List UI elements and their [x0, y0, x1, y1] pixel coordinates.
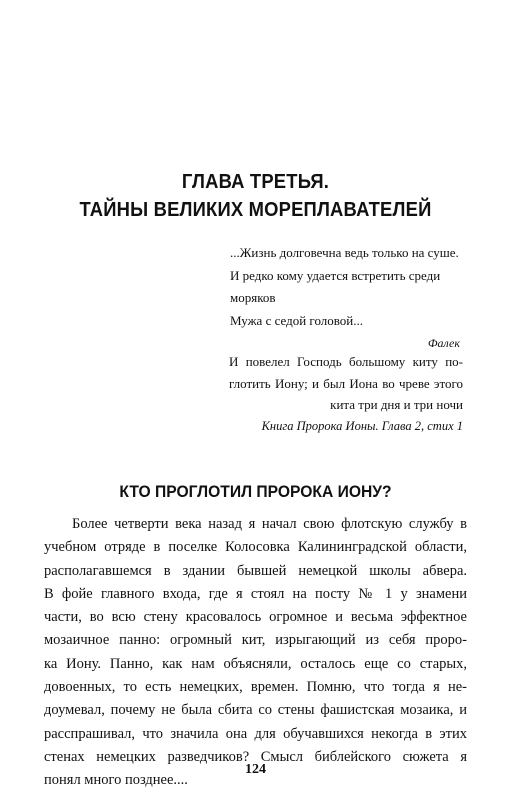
epigraph2-line1: И повелел Господь большому киту по- — [229, 354, 463, 369]
body-line: ка Иону. Панно, как нам объясняли, осталось еще со старых, — [44, 655, 467, 672]
body-line: мозаичное панно: огромный кит, изрыгающий из себя проро- — [44, 632, 467, 649]
epigraph1-line2: И редко кому удается встретить среди — [230, 267, 441, 283]
epigraph-falek — [230, 242, 460, 355]
section-title: КТО ПРОГЛОТИЛ ПРОРОКА ИОНУ? — [119, 482, 392, 501]
body-line: части, во всю стену красовалось огромное и весьма эффектное — [44, 609, 467, 626]
page-number: 124 — [245, 762, 266, 777]
epigraph2-line2: глотить Иону; и был Иона во чреве этого — [229, 375, 463, 391]
body-line: понял много позднее.... — [44, 772, 188, 789]
body-line: В фойе главного входа, где я стоял на посту № 1 у знамени — [44, 585, 467, 602]
body-paragraph — [44, 513, 467, 793]
epigraph1-line4: Мужа с седой головой... — [230, 312, 364, 328]
chapter-title — [20, 168, 490, 224]
epigraph1-line3: моряков — [230, 290, 276, 305]
body-line: довоенных, то есть немецких, времен. Помню, что тогда я не- — [44, 679, 467, 696]
chapter-title-line1: ГЛАВА ТРЕТЬЯ. — [181, 171, 330, 193]
body-line: Более четверти века назад я начал свою флотскую службу в — [72, 516, 467, 532]
epigraph1-author: Фалек — [427, 336, 460, 350]
chapter-title-line2: ТАЙНЫ ВЕЛИКИХ МОРЕПЛАВАТЕЛЕЙ — [79, 199, 432, 221]
body-line: стенах немецких разведчиков? Смысл библейского сюжета я — [44, 748, 467, 765]
body-line: доумевал, почему не была сбита со стены фашистская мозаика, и — [44, 702, 467, 719]
epigraph2-line3: кита три дня и три ночи — [330, 397, 463, 412]
body-line: располагавшемся в здании бывшей немецкой школы абвера. — [44, 562, 467, 579]
epigraph1-line1: ...Жизнь долговечна ведь только на суше. — [230, 245, 459, 260]
epigraph-jonah — [229, 351, 463, 437]
body-line: учебном отряде в поселке Колосовка Калининградской области, — [44, 539, 467, 556]
epigraph2-source: Книга Пророка Ионы. Глава 2, стих 1 — [261, 418, 463, 433]
body-line: расспрашивал, что значила она для обучавшихся некогда в этих — [44, 725, 467, 742]
